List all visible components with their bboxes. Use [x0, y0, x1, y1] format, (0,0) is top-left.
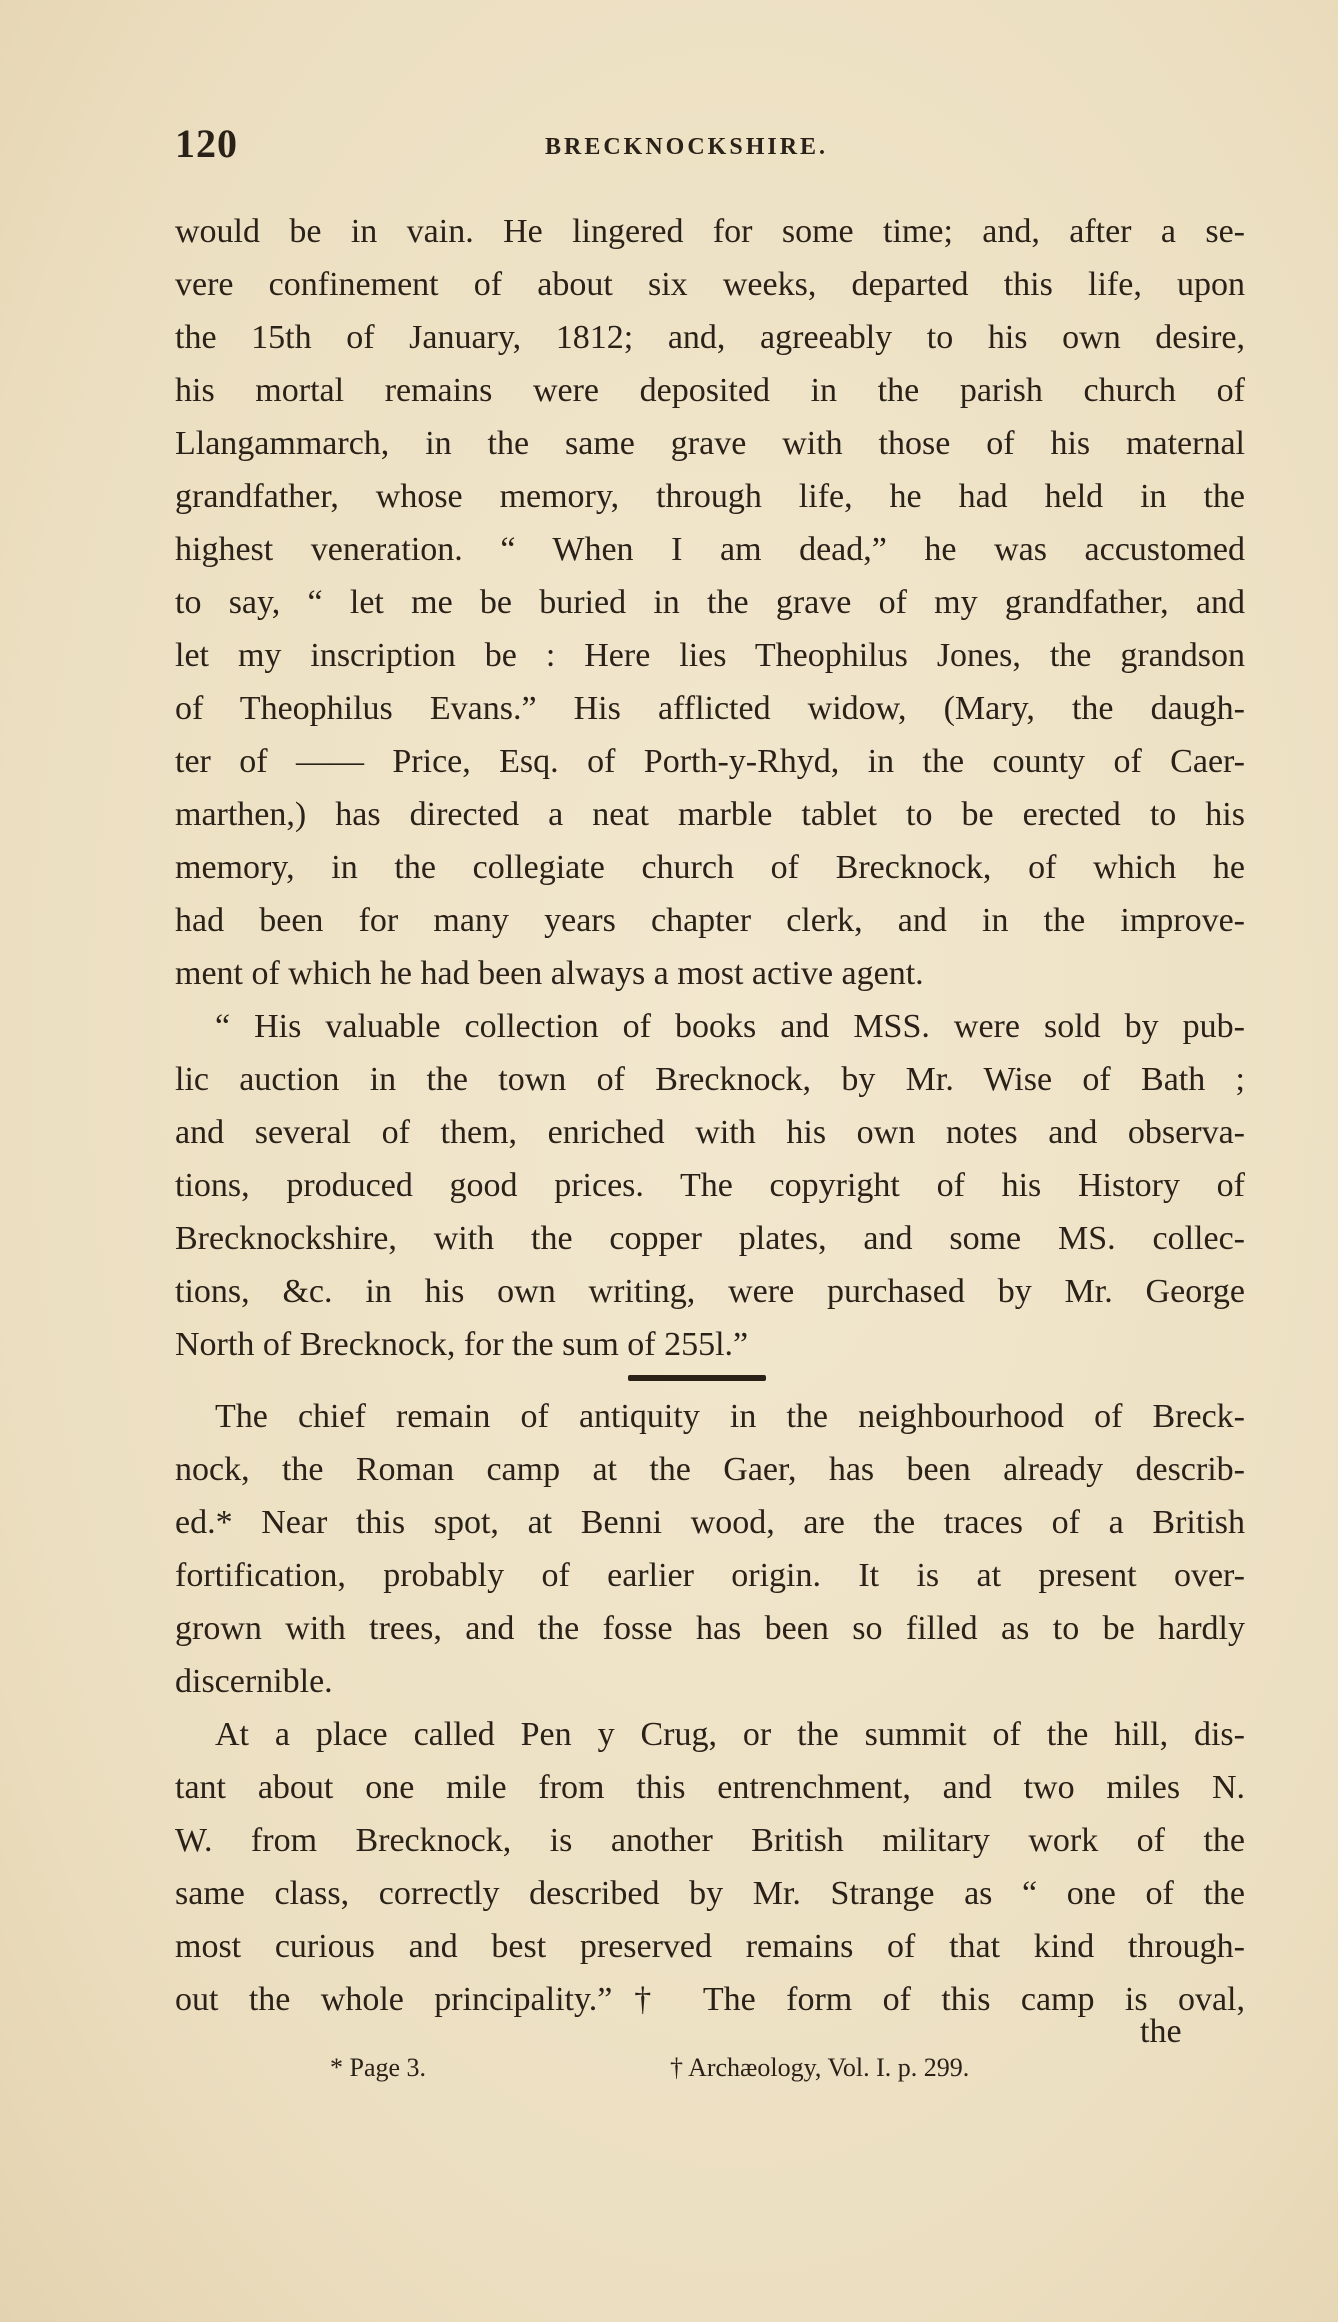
section-divider	[628, 1375, 766, 1381]
paragraph-continuation	[175, 205, 1245, 1000]
text-line: most curious and best preserved remains of that kind through-	[175, 1928, 1245, 1965]
footnote-2: † Archæology, Vol. I. p. 299.	[670, 2053, 970, 2082]
text-line: ment of which he had been always a most active agent.	[175, 955, 924, 992]
text-line: to say, “ let me be buried in the grave of my grandfather, and	[175, 584, 1245, 621]
text-line: Llangammarch, in the same grave with those of his maternal	[175, 425, 1245, 462]
text-line: would be in vain. He lingered for some time; and, after a se-	[175, 213, 1245, 250]
text-line: highest veneration. “ When I am dead,” he was accustomed	[175, 531, 1245, 568]
text-line: North of Brecknock, for the sum of 255l.”	[175, 1326, 749, 1363]
paragraph-antiquity	[175, 1390, 1245, 1708]
footnote-1: * Page 3.	[330, 2053, 427, 2082]
page-number: 120	[175, 121, 238, 166]
text-line: grandfather, whose memory, through life, he had held in the	[175, 478, 1245, 515]
text-line: marthen,) has directed a neat marble tablet to be erected to his	[175, 796, 1245, 833]
text-line: tions, produced good prices. The copyright of his History of	[175, 1167, 1245, 1204]
text-line: and several of them, enriched with his own notes and observa-	[175, 1114, 1245, 1151]
text-line: “ His valuable collection of books and MSS. were sold by pub-	[215, 1008, 1245, 1045]
footnotes	[330, 2053, 1130, 2093]
text-line: tant about one mile from this entrenchment, and two miles N.	[175, 1769, 1245, 1806]
text-line: discernible.	[175, 1663, 333, 1700]
text-line: nock, the Roman camp at the Gaer, has been already describ-	[175, 1451, 1245, 1488]
text-line: At a place called Pen y Crug, or the summit of the hill, dis-	[215, 1716, 1245, 1753]
text-line: The chief remain of antiquity in the neighbourhood of Breck-	[215, 1398, 1245, 1435]
text-line: fortification, probably of earlier origin. It is at present over-	[175, 1557, 1245, 1594]
page-header	[175, 120, 1245, 180]
text-line: had been for many years chapter clerk, and in the improve-	[175, 902, 1245, 939]
text-line: grown with trees, and the fosse has been so filled as to be hardly	[175, 1610, 1245, 1647]
text-line: Brecknockshire, with the copper plates, and some MS. collec-	[175, 1220, 1245, 1257]
paragraph-pen-y-crug	[175, 1708, 1245, 2026]
text-line: of Theophilus Evans.” His afflicted widow, (Mary, the daugh-	[175, 690, 1245, 727]
text-line: vere confinement of about six weeks, departed this life, upon	[175, 266, 1245, 303]
paragraph-quotation	[175, 1000, 1245, 1371]
text-line: tions, &c. in his own writing, were purchased by Mr. George	[175, 1273, 1245, 1310]
text-line: same class, correctly described by Mr. Strange as “ one of the	[175, 1875, 1245, 1912]
text-line: memory, in the collegiate church of Brecknock, of which he	[175, 849, 1245, 886]
text-line: ter of —— Price, Esq. of Porth-y-Rhyd, in the county of Caer-	[175, 743, 1245, 780]
text-line: the 15th of January, 1812; and, agreeably to his own desire,	[175, 319, 1245, 356]
text-line: lic auction in the town of Brecknock, by Mr. Wise of Bath ;	[175, 1061, 1245, 1098]
running-head: BRECKNOCKSHIRE.	[545, 134, 829, 160]
text-line: let my inscription be : Here lies Theophilus Jones, the grandson	[175, 637, 1245, 674]
text-line: out the whole principality.”† The form of this camp is oval,	[175, 1981, 1245, 2018]
text-line: his mortal remains were deposited in the parish church of	[175, 372, 1245, 409]
catchword: the	[1140, 2013, 1182, 2050]
text-line: W. from Brecknock, is another British military work of the	[175, 1822, 1245, 1859]
text-line: ed.* Near this spot, at Benni wood, are the traces of a British	[175, 1504, 1245, 1541]
